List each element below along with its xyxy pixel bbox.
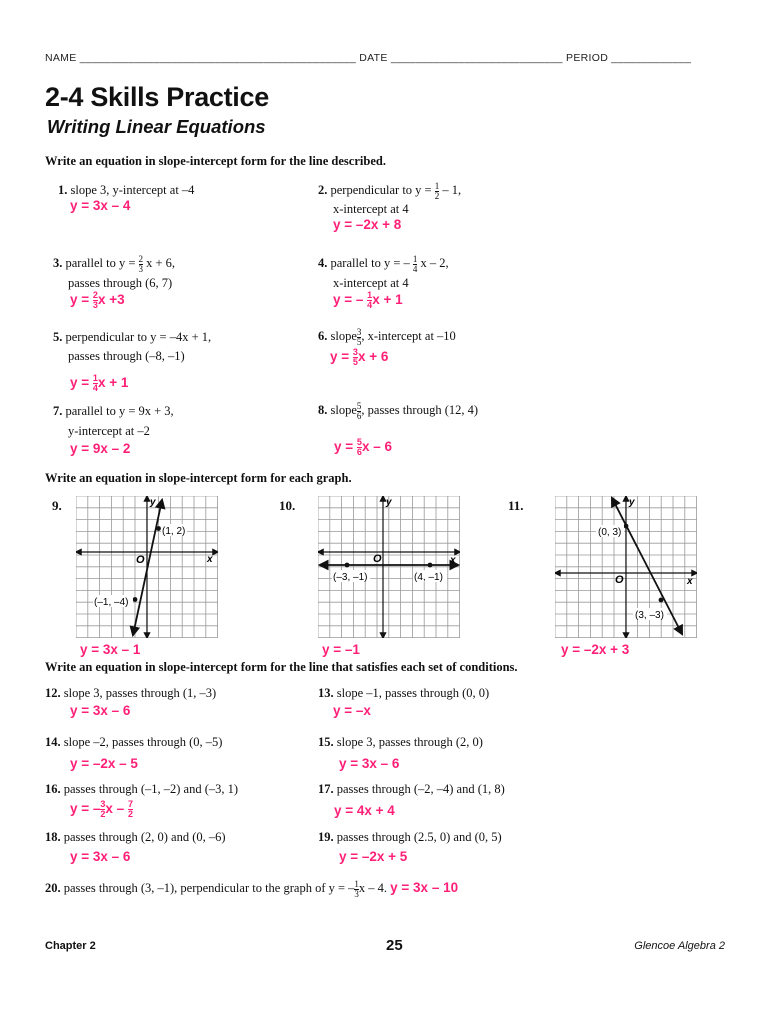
problem-text: slope –2, passes through (0, –5) — [63, 735, 223, 749]
point-1 — [156, 526, 161, 531]
answer-14: y = –2x – 5 — [70, 756, 138, 771]
numerator: 1 — [92, 373, 98, 383]
answer-12: y = 3x – 6 — [70, 703, 131, 718]
problem-number: 1. — [58, 183, 68, 197]
numerator: 7 — [127, 799, 133, 809]
point-1 — [345, 563, 350, 568]
problem-2-line2: x-intercept at 4 — [333, 202, 409, 216]
problem-text: parallel to y = – — [330, 256, 410, 270]
x-axis-label: x — [207, 554, 213, 565]
answer-18: y = 3x – 6 — [70, 849, 131, 864]
x-axis-label: x — [687, 576, 693, 587]
y-axis-label: y — [629, 497, 635, 508]
answer-3 — [70, 291, 125, 310]
problem-text: slope — [330, 329, 357, 343]
section-instruction-3: Write an equation in slope-intercept form for the line that satisfies each set of conditions. — [45, 660, 518, 674]
denominator: 4 — [412, 263, 418, 274]
section-instruction-2: Write an equation in slope-intercept form for each graph. — [45, 471, 352, 485]
point-2 — [428, 563, 433, 568]
problem-14 — [45, 732, 222, 752]
problem-number: 12. — [45, 686, 61, 700]
fraction — [435, 182, 440, 201]
name-date-period-line: NAME _____________________________________________ DATE ____________________________ PERIOD _____________ — [45, 52, 692, 64]
denominator: 2 — [127, 809, 133, 819]
problem-number: 2. — [318, 183, 328, 197]
problem-number: 20. — [45, 881, 61, 895]
origin-label: O — [373, 553, 382, 565]
problem-number: 5. — [53, 330, 63, 344]
denominator: 5 — [352, 357, 358, 367]
problem-text: x + 6, — [146, 256, 176, 270]
problem-9-number: 9. — [52, 498, 62, 513]
numerator: 1 — [367, 290, 373, 300]
numerator: 3 — [356, 326, 362, 337]
page-subtitle: Writing Linear Equations — [47, 116, 266, 137]
answer-11: y = –2x + 3 — [561, 642, 630, 657]
problem-number: 17. — [318, 782, 334, 796]
point-2 — [659, 598, 664, 603]
answer-text: y = — [70, 292, 90, 308]
denominator: 3 — [92, 300, 98, 310]
fraction — [128, 800, 133, 819]
point-1-label: (1, 2) — [162, 526, 186, 537]
problem-4-line2: x-intercept at 4 — [333, 276, 409, 290]
origin-label: O — [615, 574, 624, 586]
problem-number: 8. — [318, 403, 328, 417]
denominator: 3 — [138, 263, 143, 274]
problem-number: 4. — [318, 256, 328, 270]
problem-text: passes through (–1, –2) and (–3, 1) — [63, 782, 239, 796]
answer-4 — [333, 291, 403, 310]
answer-8 — [334, 438, 392, 457]
answer-10: y = –1 — [322, 642, 360, 657]
problem-13 — [318, 683, 489, 703]
problem-text: slope 3, y-intercept at –4 — [70, 183, 195, 197]
problem-text: – 1, — [442, 183, 462, 197]
problem-number: 15. — [318, 735, 334, 749]
numerator: 1 — [354, 878, 359, 889]
problem-5-line2: passes through (–8, –1) — [68, 349, 185, 363]
problem-text: , passes through (12, 4) — [361, 403, 479, 417]
answer-text: y = — [330, 349, 350, 365]
problem-text: perpendicular to y = — [330, 183, 432, 197]
grid — [318, 496, 460, 638]
answer-text: x – 6 — [361, 439, 392, 455]
problem-2 — [318, 180, 461, 201]
page-title: 2-4 Skills Practice — [45, 82, 269, 112]
problem-18 — [45, 827, 226, 847]
fraction — [413, 255, 418, 274]
problem-3 — [53, 253, 175, 274]
problem-text: passes through (3, –1), perpendicular to the graph of y = – — [63, 881, 355, 895]
footer-publisher: Glencoe Algebra 2 — [634, 940, 725, 952]
graph-11 — [555, 496, 697, 638]
answer-9: y = 3x – 1 — [80, 642, 141, 657]
problem-number: 19. — [318, 830, 334, 844]
problem-3-line2: passes through (6, 7) — [68, 276, 173, 290]
graph-9 — [76, 496, 218, 638]
numerator: 3 — [352, 347, 358, 357]
numerator: 1 — [434, 180, 440, 191]
answer-text: x – — [105, 801, 125, 817]
denominator: 4 — [367, 300, 373, 310]
numerator: 5 — [356, 400, 362, 411]
numerator: 1 — [412, 253, 418, 264]
problem-5 — [53, 327, 211, 347]
answer-1: y = 3x – 4 — [70, 198, 131, 213]
section-instruction-1: Write an equation in slope-intercept form for the line described. — [45, 154, 386, 168]
fraction — [139, 255, 144, 274]
denominator: 4 — [92, 383, 98, 393]
point-2-label: (4, –1) — [414, 572, 443, 583]
problem-text: slope –1, passes through (0, 0) — [336, 686, 490, 700]
graph-10 — [318, 496, 460, 638]
answer-text: x + 1 — [97, 375, 129, 391]
answer-text: y = – — [333, 292, 364, 308]
point-2-label: (3, –3) — [635, 610, 664, 621]
x-axis-label: x — [450, 555, 456, 566]
answer-5 — [70, 374, 128, 393]
problem-text: x – 4. — [358, 881, 388, 895]
problem-4 — [318, 253, 449, 274]
answer-7: y = 9x – 2 — [70, 441, 131, 456]
answer-2: y = –2x + 8 — [333, 217, 402, 232]
answer-text: x + 1 — [372, 292, 403, 308]
problem-7-line2: y-intercept at –2 — [68, 424, 150, 438]
footer-chapter: Chapter 2 — [45, 940, 96, 952]
denominator: 5 — [356, 336, 362, 347]
denominator: 6 — [356, 447, 362, 457]
problem-number: 14. — [45, 735, 61, 749]
problem-8 — [318, 400, 478, 421]
point-1-label: (0, 3) — [598, 527, 622, 538]
answer-text: y = — [70, 375, 90, 391]
numerator: 5 — [356, 437, 362, 447]
answer-16 — [70, 800, 133, 819]
answer-13: y = –x — [333, 703, 371, 718]
problem-6 — [318, 326, 456, 347]
problem-number: 18. — [45, 830, 61, 844]
problem-7 — [53, 401, 174, 421]
problem-number: 13. — [318, 686, 334, 700]
problem-text: parallel to y = — [65, 256, 136, 270]
problem-text: x – 2, — [420, 256, 449, 270]
problem-text: slope 3, passes through (1, –3) — [63, 686, 217, 700]
problem-11-number: 11. — [508, 498, 524, 513]
problem-number: 6. — [318, 329, 328, 343]
problem-number: 7. — [53, 404, 63, 418]
problem-number: 16. — [45, 782, 61, 796]
problem-text: passes through (2.5, 0) and (0, 5) — [336, 830, 502, 844]
numerator: 2 — [92, 290, 98, 300]
point-2-label: (–1, –4) — [94, 597, 129, 608]
problem-16 — [45, 779, 238, 799]
problem-text: slope — [330, 403, 357, 417]
answer-19: y = –2x + 5 — [339, 849, 408, 864]
answer-text: x +3 — [97, 292, 125, 308]
problem-12 — [45, 683, 216, 703]
problem-text: perpendicular to y = –4x + 1, — [65, 330, 212, 344]
answer-6 — [330, 348, 388, 367]
problem-text: slope 3, passes through (2, 0) — [336, 735, 483, 749]
denominator: 6 — [356, 410, 362, 421]
problem-15 — [318, 732, 483, 752]
denominator: 2 — [434, 190, 440, 201]
problem-number: 3. — [53, 256, 63, 270]
problem-text: passes through (–2, –4) and (1, 8) — [336, 782, 505, 796]
problem-20 — [45, 878, 458, 899]
point-1 — [624, 524, 629, 529]
numerator: 2 — [138, 253, 143, 264]
answer-text: y = — [334, 439, 354, 455]
y-axis-label: y — [150, 497, 156, 508]
problem-19 — [318, 827, 502, 847]
problem-text: parallel to y = 9x + 3, — [65, 404, 174, 418]
problem-text: passes through (2, 0) and (0, –6) — [63, 830, 226, 844]
problem-17 — [318, 779, 505, 799]
problem-text: , x-intercept at –10 — [361, 329, 456, 343]
y-axis-label: y — [386, 497, 392, 508]
point-1-label: (–3, –1) — [333, 572, 368, 583]
problem-1 — [58, 180, 194, 200]
page-number: 25 — [386, 937, 403, 954]
answer-text: y = – — [70, 801, 101, 817]
answer-17: y = 4x + 4 — [334, 803, 395, 818]
denominator: 3 — [354, 888, 359, 899]
problem-10-number: 10. — [279, 498, 296, 513]
answer-20: y = 3x – 10 — [390, 880, 459, 895]
answer-15: y = 3x – 6 — [339, 756, 400, 771]
origin-label: O — [136, 554, 145, 566]
numerator: 3 — [100, 799, 106, 809]
answer-text: x + 6 — [357, 349, 389, 365]
point-2 — [133, 597, 138, 602]
denominator: 2 — [100, 809, 106, 819]
